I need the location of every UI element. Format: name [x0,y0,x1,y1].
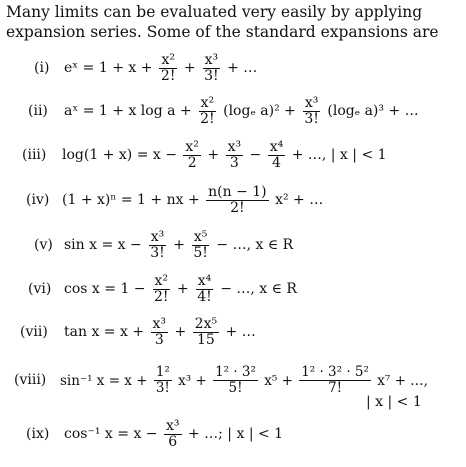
fraction-denominator: 3! [150,244,165,261]
fraction-denominator: 2! [154,288,169,305]
fraction [195,274,214,305]
fraction-denominator: 3! [204,67,219,84]
fraction-numerator: x² [161,51,175,68]
formula-text: x⁵ + [264,372,293,389]
formula-text: = 1 + x + [82,60,153,76]
expansion-row [0,180,466,220]
formula-text: = 1 + nx + [120,192,200,208]
formula-text: − …, x ∈ R [216,237,294,253]
fraction-numerator: x³ [304,94,319,111]
fraction-denominator: 3 [229,154,239,171]
fraction-numerator: 1² · 3² [215,364,256,380]
formula-text: + [173,237,185,253]
formula-text: = x + [103,324,145,340]
fraction-denominator: 2! [200,110,215,127]
fraction-denominator: 2! [160,67,176,84]
formula-lhs: eˣ [64,60,79,76]
formula-lhs: aˣ [64,103,79,119]
fraction-denominator: 6 [168,433,178,450]
fraction [202,53,221,84]
fraction-numerator: x⁴ [269,138,284,155]
fraction-numerator: x³ [150,228,165,245]
expansion-formula [64,269,297,309]
fraction [164,419,182,450]
fraction-numerator: x³ [204,51,219,68]
formula-lhs: sin x [64,237,98,253]
formula-text: + … [225,324,256,340]
fraction-denominator: 3! [155,380,170,396]
expansion-label: (iv) [26,192,50,208]
fraction-numerator: 1² [155,364,170,380]
formula-text: (logₑ a)³ + … [327,103,419,119]
expansion-label: (v) [34,237,53,253]
fraction-numerator: 1² · 3² · 5² [301,364,369,380]
formula-text: = x − [117,426,158,442]
fraction-numerator: x² [154,272,169,289]
formula-text: = x + [108,372,148,389]
fraction-numerator: x³ [227,138,242,155]
fraction-denominator: 5! [228,380,243,396]
fraction [193,317,219,348]
expansion-formula [62,135,387,175]
expansion-formula [64,414,283,454]
fraction [183,140,201,171]
formula-text: x⁷ + …, [377,372,428,389]
fraction [159,53,178,84]
formula-text: + [183,60,196,76]
expansion-row [0,48,466,88]
formula-text: + …, | x | < 1 [291,147,387,163]
formula-text: = 1 + x log a + [82,103,192,119]
fraction-denominator: 4! [197,288,212,305]
fraction [152,274,171,305]
formula-text: + … [227,60,258,76]
expansion-formula [64,312,256,352]
condition-text: | x | < 1 [366,394,422,410]
fraction-denominator: 3! [304,110,319,127]
expansion-row [0,414,466,454]
fraction-numerator: x³ [165,417,180,434]
fraction [213,365,258,396]
formula-text: x³ + [178,372,207,389]
expansion-row [0,135,466,175]
formula-text: + [207,147,220,163]
formula-lhs: (1 + x)ⁿ [62,192,117,208]
fraction-numerator: x⁴ [197,272,212,289]
fraction [302,96,321,127]
fraction-denominator: 4 [272,154,281,171]
expansion-label: (iii) [22,147,47,163]
formula-lhs: log(1 + x) [62,147,133,163]
expansion-label: (vii) [20,324,48,340]
expansion-row [0,225,466,265]
formula-text: x² + … [275,192,324,208]
fraction-denominator: 15 [196,331,215,348]
fraction-numerator: x² [200,94,215,111]
fraction [154,365,172,396]
expansion-formula [64,225,293,265]
expansion-label: (viii) [14,372,47,388]
fraction [226,140,244,171]
expansion-label: (ii) [28,103,48,119]
formula-text: = 1 − [104,281,146,297]
fraction [299,365,371,396]
fraction-numerator: x³ [152,315,167,332]
formula-text: + [174,324,187,340]
intro-paragraph: Many limits can be evaluated very easily by applying expansion series. Some of the standard expansions are [6,3,439,41]
formula-lhs: sin⁻¹ x [60,372,105,389]
formula-text: + [177,281,189,297]
fraction [151,317,169,348]
expansion-formula [64,91,419,131]
fraction-numerator: x² [185,138,199,155]
formula-lhs: cos⁻¹ x [64,426,113,442]
fraction-denominator: 3 [154,331,164,348]
fraction-denominator: 7! [328,380,343,396]
formula-text: (logₑ a)² + [223,103,296,119]
fraction [191,230,210,261]
fraction [198,96,217,127]
expansion-formula [62,180,323,220]
expansion-row [0,91,466,131]
expansion-label: (vi) [28,281,52,297]
fraction-numerator: n(n − 1) [208,183,267,200]
expansion-label: (ix) [26,426,50,442]
formula-text: = x − [136,147,177,163]
expansion-label: (i) [34,60,50,76]
fraction [268,140,286,171]
formula-text: − …, x ∈ R [220,281,297,297]
formula-text: + …; | x | < 1 [187,426,284,442]
fraction [148,230,167,261]
fraction-denominator: 2! [230,199,245,216]
formula-text: − [249,147,262,163]
expansion-formula [64,48,257,88]
formula-text: = x − [101,237,142,253]
fraction-denominator: 2 [187,154,197,171]
expansion-row [0,312,466,352]
formula-lhs: cos x [64,281,100,297]
fraction-denominator: 5! [193,244,208,261]
fraction [206,185,269,216]
expansion-row [0,269,466,309]
fraction-numerator: 2x⁵ [194,315,218,332]
fraction-numerator: x⁵ [193,228,208,245]
formula-lhs: tan x [64,324,100,340]
